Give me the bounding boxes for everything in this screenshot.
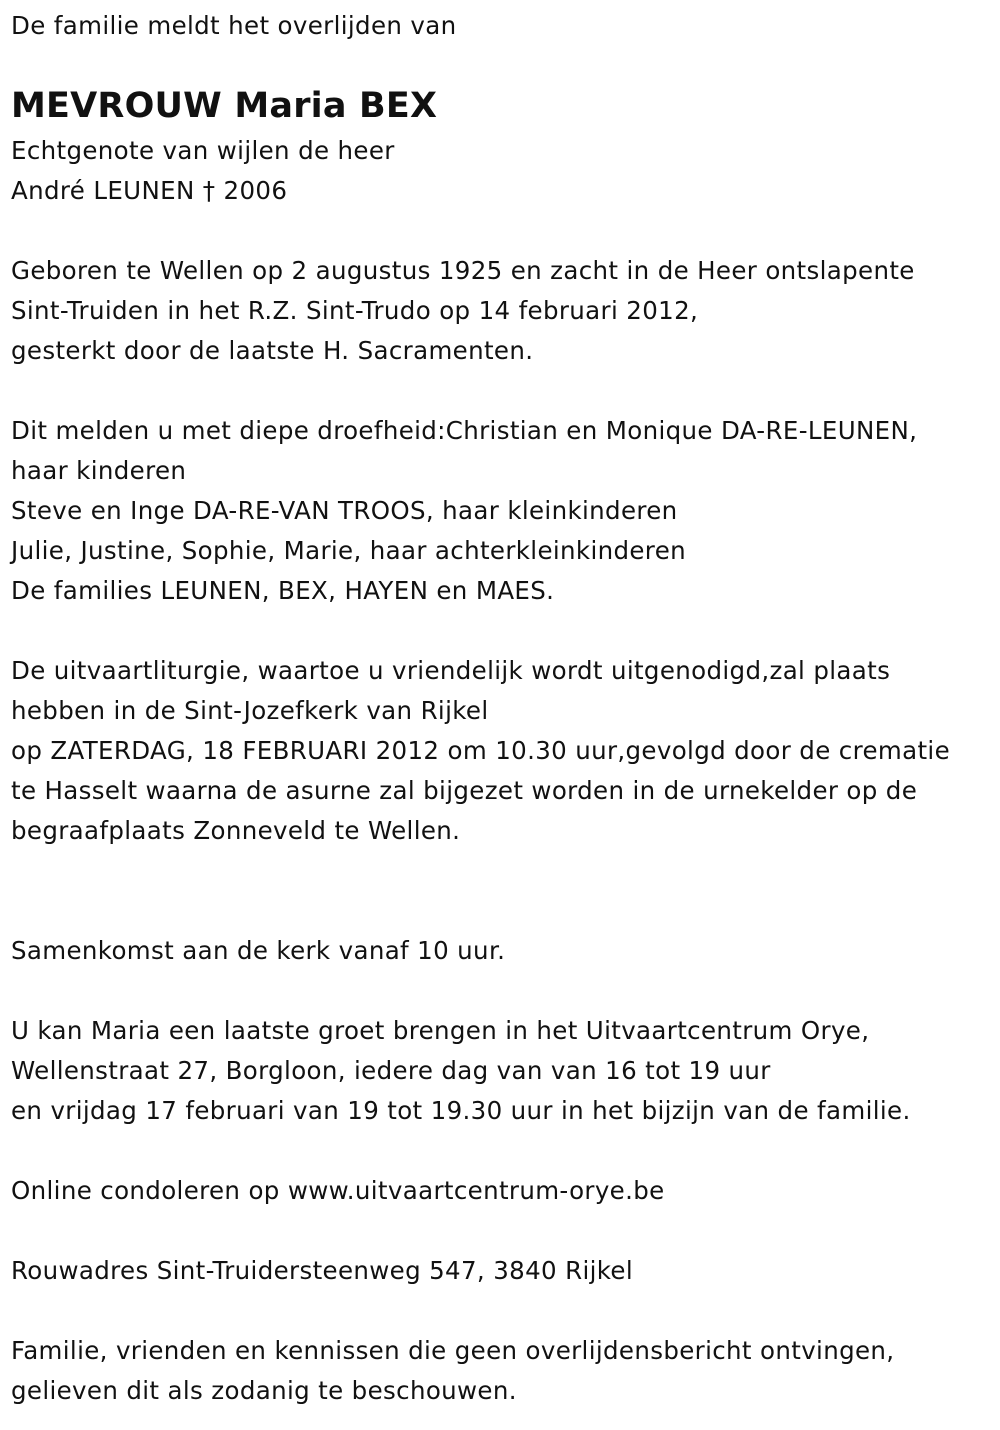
spacer: [11, 371, 996, 411]
spacer: [11, 971, 996, 1011]
paragraph-line: haar kinderen: [11, 456, 187, 485]
spouse-line-1: Echtgenote van wijlen de heer: [11, 136, 395, 165]
spacer: [11, 1131, 996, 1171]
intro-text: De familie meldt het overlijden van: [11, 11, 457, 40]
paragraph-line: De families LEUNEN, BEX, HAYEN en MAES.: [11, 576, 555, 605]
deceased-name: MEVROUW Maria BEX: [11, 86, 438, 126]
spacer: [11, 211, 996, 251]
condolences-text: Online condoleren op www.uitvaartcentrum-orye.be: [11, 1176, 665, 1205]
paragraph-line: begraafplaats Zonneveld te Wellen.: [11, 816, 461, 845]
spacer: [11, 1211, 996, 1251]
paragraph-line: Geboren te Wellen op 2 augustus 1925 en zacht in de Heer ontslapente: [11, 256, 915, 285]
spacer: [11, 851, 996, 931]
spacer: [11, 611, 996, 651]
paragraph-line: hebben in de Sint-Jozefkerk van Rijkel: [11, 696, 489, 725]
paragraph-line: en vrijdag 17 februari van 19 tot 19.30 uur in het bijzijn van de familie.: [11, 1096, 911, 1125]
obituary-notice: [11, 6, 996, 1411]
paragraph-line: gelieven dit als zodanig te beschouwen.: [11, 1376, 517, 1405]
gathering-text: Samenkomst aan de kerk vanaf 10 uur.: [11, 936, 506, 965]
closing-paragraph: [11, 1331, 996, 1411]
mourning-address: Rouwadres Sint-Truidersteenweg 547, 3840 Rijkel: [11, 1256, 634, 1285]
funeral-paragraph: [11, 651, 996, 851]
paragraph-line: te Hasselt waarna de asurne zal bijgezet worden in de urnekelder op de: [11, 776, 918, 805]
paragraph-line: op ZATERDAG, 18 FEBRUARI 2012 om 10.30 uur,gevolgd door de crematie: [11, 736, 950, 765]
mourners-paragraph: [11, 411, 996, 611]
paragraph-line: Wellenstraat 27, Borgloon, iedere dag van van 16 tot 19 uur: [11, 1056, 771, 1085]
paragraph-line: Familie, vrienden en kennissen die geen overlijdensbericht ontvingen,: [11, 1336, 895, 1365]
paragraph-line: Julie, Justine, Sophie, Marie, haar achterkleinkinderen: [11, 536, 686, 565]
visitation-paragraph: [11, 1011, 996, 1131]
paragraph-line: U kan Maria een laatste groet brengen in het Uitvaartcentrum Orye,: [11, 1016, 870, 1045]
paragraph-line: De uitvaartliturgie, waartoe u vriendelijk wordt uitgenodigd,zal plaats: [11, 656, 891, 685]
birth-death-paragraph: [11, 251, 996, 371]
paragraph-line: Steve en Inge DA-RE-VAN TROOS, haar kleinkinderen: [11, 496, 678, 525]
spacer: [11, 1291, 996, 1331]
spouse-line-2: André LEUNEN † 2006: [11, 176, 288, 205]
paragraph-line: Dit melden u met diepe droefheid:Christian en Monique DA-RE-LEUNEN,: [11, 416, 918, 445]
paragraph-line: gesterkt door de laatste H. Sacramenten.: [11, 336, 534, 365]
paragraph-line: Sint-Truiden in het R.Z. Sint-Trudo op 14 februari 2012,: [11, 296, 699, 325]
